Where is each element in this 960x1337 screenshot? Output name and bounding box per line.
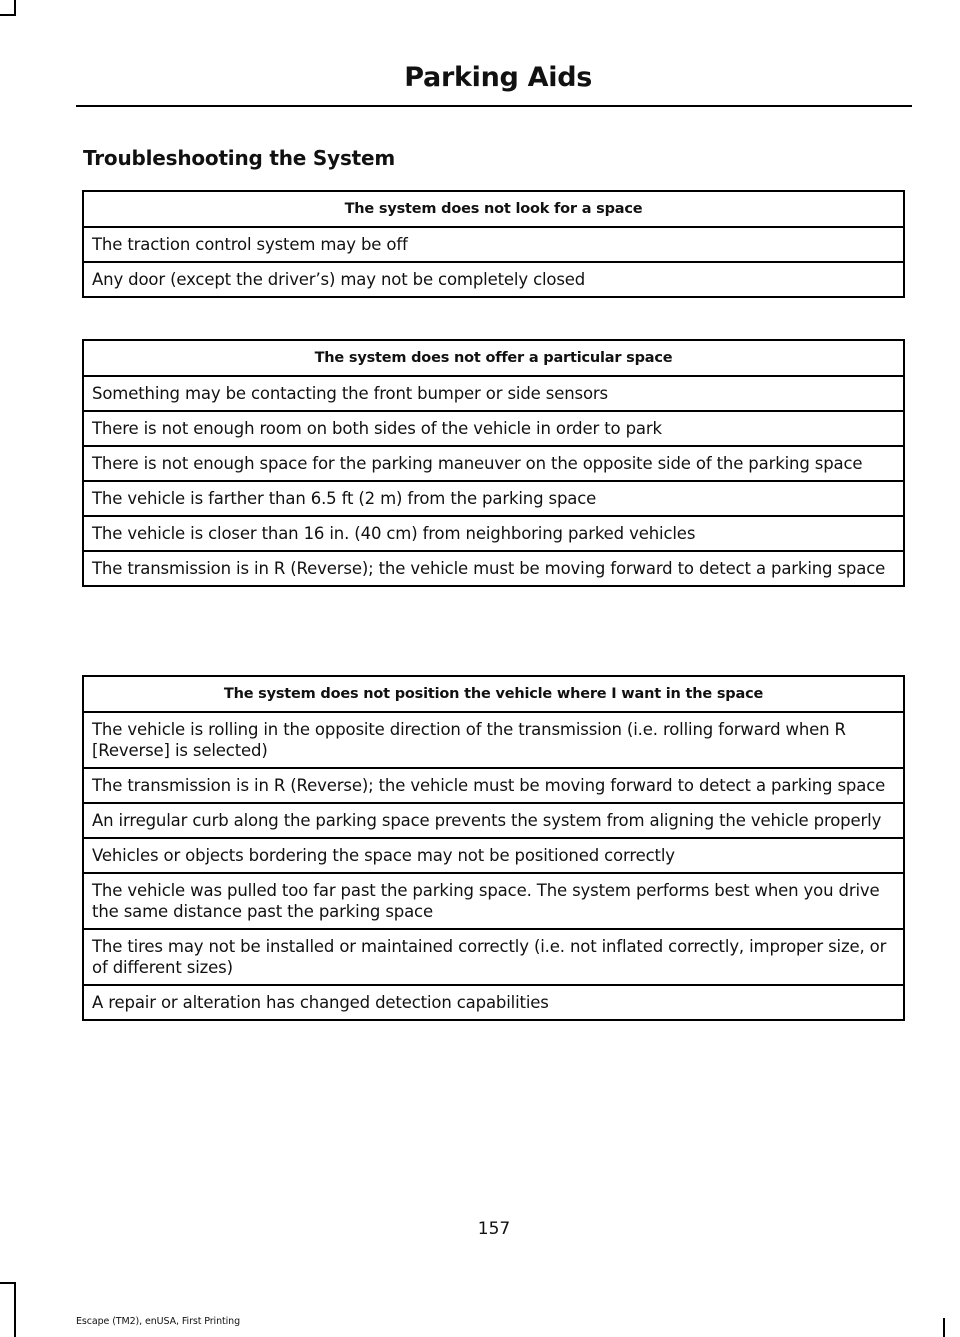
table-cell: The vehicle is closer than 16 in. (40 cm) from neighboring parked vehicles: [83, 516, 904, 551]
table-row: [83, 481, 904, 516]
table-cell: The tires may not be installed or maintained correctly (i.e. not inflated correctly, improper size, or of different sizes): [83, 929, 904, 985]
crop-mark: [943, 1318, 945, 1337]
table-row: [83, 411, 904, 446]
section-title: Troubleshooting the System: [83, 146, 396, 170]
crop-mark: [0, 14, 16, 16]
table-cell: A repair or alteration has changed detection capabilities: [83, 985, 904, 1020]
table-row: [83, 262, 904, 297]
table-cell: An irregular curb along the parking space prevents the system from aligning the vehicle properly: [83, 803, 904, 838]
table-cell: Any door (except the driver’s) may not be completely closed: [83, 262, 904, 297]
table-row: [83, 803, 904, 838]
table-row: [83, 446, 904, 481]
table-cell: Something may be contacting the front bumper or side sensors: [83, 376, 904, 411]
table-row: [83, 712, 904, 768]
table-cell: The vehicle is rolling in the opposite direction of the transmission (i.e. rolling forward when R [Reverse] is selected): [83, 712, 904, 768]
header-rule: [76, 105, 912, 107]
table-row: [83, 551, 904, 586]
table-row: [83, 929, 904, 985]
table-heading: The system does not offer a particular space: [83, 340, 904, 376]
page-number: 157: [477, 1219, 511, 1239]
table-row: [83, 768, 904, 803]
edition-footer: Escape (TM2), enUSA, First Printing: [76, 1316, 241, 1327]
table-row: [83, 985, 904, 1020]
table-row: [83, 873, 904, 929]
table-cell: The vehicle was pulled too far past the parking space. The system performs best when you drive the same distance past the parking space: [83, 873, 904, 929]
table-row: [83, 516, 904, 551]
troubleshooting-table-no-offer: [82, 339, 905, 587]
table-cell: There is not enough room on both sides of the vehicle in order to park: [83, 411, 904, 446]
table-row: [83, 227, 904, 262]
table-cell: The transmission is in R (Reverse); the vehicle must be moving forward to detect a parking space: [83, 768, 904, 803]
troubleshooting-table-no-search: [82, 190, 905, 298]
table-heading: The system does not look for a space: [83, 191, 904, 227]
crop-mark: [14, 1282, 16, 1337]
table-cell: The transmission is in R (Reverse); the vehicle must be moving forward to detect a parking space: [83, 551, 904, 586]
table-heading: The system does not position the vehicle where I want in the space: [83, 676, 904, 712]
table-cell: The vehicle is farther than 6.5 ft (2 m) from the parking space: [83, 481, 904, 516]
crop-mark: [0, 1282, 16, 1284]
table-cell: There is not enough space for the parking maneuver on the opposite side of the parking space: [83, 446, 904, 481]
crop-mark: [14, 0, 16, 14]
table-row: [83, 376, 904, 411]
table-row: [83, 838, 904, 873]
table-cell: Vehicles or objects bordering the space may not be positioned correctly: [83, 838, 904, 873]
troubleshooting-table-position: [82, 675, 905, 1021]
table-cell: The traction control system may be off: [83, 227, 904, 262]
chapter-title: Parking Aids: [404, 62, 592, 93]
